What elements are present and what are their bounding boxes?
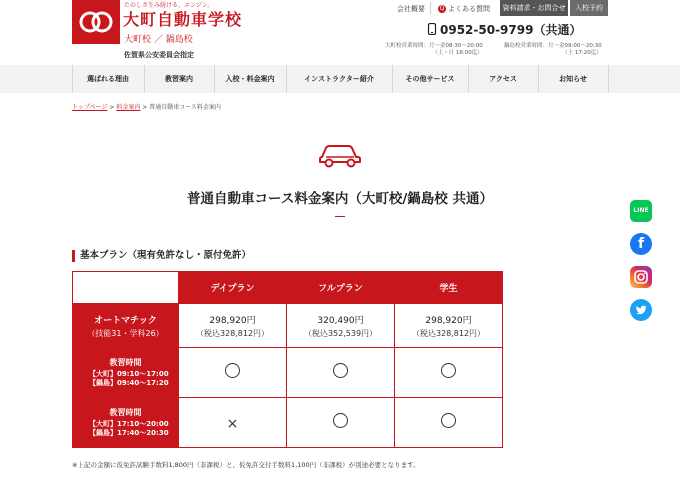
- available-circle-icon: [441, 413, 456, 428]
- available-circle-icon: [441, 363, 456, 378]
- table-row: [73, 398, 503, 448]
- line-icon: LINE: [633, 207, 649, 214]
- car-icon: [318, 142, 362, 168]
- table-header-row: [73, 272, 503, 304]
- availability-cell: [395, 398, 503, 448]
- hours-nabeshima-weekend: （土 17:20迄）: [562, 50, 602, 56]
- breadcrumb-home[interactable]: トップページ: [72, 104, 108, 111]
- available-circle-icon: [333, 363, 348, 378]
- nav-item-news[interactable]: お知らせ: [559, 75, 587, 83]
- row-header-lesson-time-evening: [73, 398, 179, 448]
- available-circle-icon: [225, 363, 240, 378]
- column-header-student: 学生: [395, 272, 503, 304]
- price-cell: [287, 304, 395, 348]
- faq-link[interactable]: [438, 4, 490, 14]
- row-header-time-nabeshima: 【鍋島】09:40〜17:20: [89, 379, 169, 387]
- row-header-title: オートマチック: [94, 315, 157, 326]
- availability-cell: [287, 348, 395, 398]
- price-cell: [395, 304, 503, 348]
- price-tax-included: （税込328,812円）: [195, 328, 270, 338]
- nav-divider: [608, 65, 609, 93]
- twitter-button[interactable]: [630, 299, 652, 321]
- line-button[interactable]: [630, 200, 652, 222]
- nav-item-other-services[interactable]: その他サービス: [405, 75, 455, 83]
- faq-icon: Q: [439, 5, 445, 12]
- breadcrumb-fees[interactable]: 料金案内: [116, 104, 141, 111]
- logo-mark[interactable]: [72, 0, 120, 44]
- price-tax-included: （税込328,812円）: [411, 328, 486, 338]
- price-table: [72, 271, 503, 448]
- nav-item-reasons[interactable]: 選ばれる理由: [87, 75, 129, 83]
- util-divider: [430, 2, 431, 14]
- nav-item-lessons[interactable]: 教習案内: [165, 75, 193, 83]
- availability-cell: [395, 348, 503, 398]
- available-circle-icon: [333, 413, 348, 428]
- fee-footnote: ※上記の金額に仮免許試験手数料1,800円（非課税）と、仮免許交付手数料1,100円（非課税）が別途必要となります。: [72, 461, 420, 469]
- row-header-title: 教習時間: [109, 358, 142, 367]
- price-value: 298,920円: [209, 315, 256, 326]
- school-branches: 大町校 ／ 鍋島校: [124, 35, 193, 45]
- facebook-icon: f: [637, 236, 645, 252]
- nav-item-instructors[interactable]: インストラクター紹介: [304, 75, 374, 83]
- unavailable-cross-icon: ×: [226, 416, 239, 432]
- price-cell: [179, 304, 287, 348]
- hours-omachi-main: 大町校営業時間：月〜金08:30〜20:00: [385, 43, 483, 49]
- row-header-time-nabeshima: 【鍋島】17:40〜20:30: [89, 429, 169, 437]
- column-header-day-plan: デイプラン: [179, 272, 287, 304]
- school-name[interactable]: 大町自動車学校: [123, 10, 243, 29]
- row-header-lesson-time-day: [73, 348, 179, 398]
- column-header-full-plan: フルプラン: [287, 272, 395, 304]
- price-value: 320,490円: [317, 315, 364, 326]
- row-header-subtitle: （技能31・学科26）: [87, 328, 164, 338]
- row-header-automatic: [73, 304, 179, 348]
- request-docs-button[interactable]: 資料請求・お問合せ: [500, 0, 568, 16]
- section-heading: 基本プラン（現有免許なし・原付免許）: [72, 250, 251, 262]
- hours-nabeshima: [504, 43, 602, 57]
- facebook-button[interactable]: [630, 233, 652, 255]
- table-corner-cell: [73, 272, 179, 304]
- company-link[interactable]: 会社概要: [397, 5, 425, 13]
- availability-cell: [179, 398, 287, 448]
- table-row: [73, 304, 503, 348]
- row-header-time-omachi: 【大町】09:10〜17:00: [89, 370, 169, 378]
- phone-icon: [427, 23, 437, 35]
- nav-item-access[interactable]: アクセス: [489, 75, 517, 83]
- school-designation: 佐賀県公安委員会指定: [124, 51, 194, 59]
- row-header-title: 教習時間: [109, 408, 142, 417]
- title-underline: [335, 216, 345, 217]
- instagram-button[interactable]: [630, 266, 652, 288]
- instagram-icon: [630, 266, 652, 288]
- price-tax-included: （税込352,539円）: [303, 328, 378, 338]
- page-title: 普通自動車コース料金案内（大町校/鍋島校 共通）: [187, 191, 493, 207]
- availability-cell: [179, 348, 287, 398]
- row-header-time-omachi: 【大町】17:10〜20:00: [89, 420, 169, 428]
- faq-link-label: よくある質問: [448, 5, 490, 13]
- hours-omachi: [385, 43, 483, 57]
- breadcrumb-separator: >: [109, 104, 115, 111]
- hours-nabeshima-main: 鍋島校営業時間：月〜金09:00〜20:30: [504, 43, 602, 49]
- price-value: 298,920円: [425, 315, 472, 326]
- hours-omachi-weekend: （土・日 16:00迄）: [432, 50, 483, 56]
- global-nav: [0, 65, 680, 93]
- twitter-bird-icon: [630, 299, 652, 321]
- availability-cell: [287, 398, 395, 448]
- nav-item-enrollment-fees[interactable]: 入校・料金案内: [225, 75, 275, 83]
- table-row: [73, 348, 503, 398]
- breadcrumb-separator: >: [142, 104, 148, 111]
- enroll-reservation-button[interactable]: 入校予約: [570, 0, 608, 16]
- logo-rings-icon: [78, 8, 114, 36]
- site-header: [0, 0, 680, 66]
- breadcrumb-current: 普通自動車コース料金案内: [149, 104, 221, 111]
- phone-number[interactable]: 0952-50-9799（共通）: [440, 23, 582, 37]
- breadcrumb: [72, 102, 221, 111]
- logo-catchphrase: たのしさ生み続ける、エンジン。: [124, 2, 214, 9]
